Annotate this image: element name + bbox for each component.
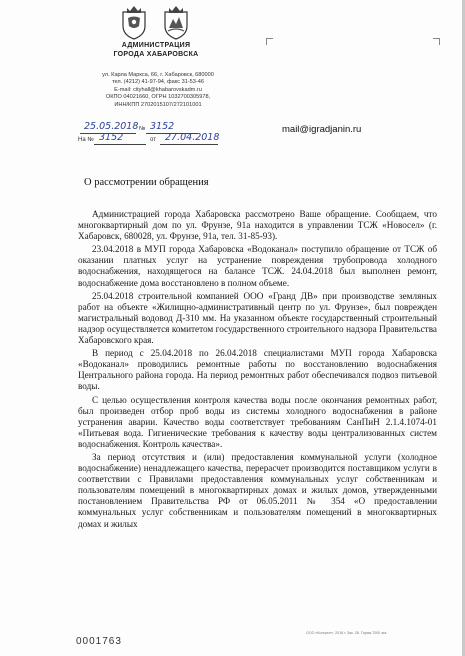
from-date-underline bbox=[160, 144, 218, 145]
contact-line: ИНН/КПП 2702015107/272101001 bbox=[114, 101, 202, 108]
recipient-email: mail@igradjanin.ru bbox=[282, 124, 362, 135]
contact-line: ул. Карла Маркса, 66, г. Хабаровск, 680000 bbox=[102, 72, 214, 78]
address-corner-top-right bbox=[433, 38, 440, 45]
registration-date: 25.05.2018 bbox=[84, 121, 139, 132]
organization-name bbox=[86, 42, 226, 59]
letter-subject: О рассмотрении обращения bbox=[84, 177, 209, 188]
contact-line: тел. (4212) 41-97-94, факс 31-53-46 bbox=[112, 79, 204, 86]
body-paragraph: В период с 25.04.2018 по 26.04.2018 специалистами МУП города Хабаровска «Водоканал» проводились ремонтные работы по восстановлению водоснабжения Центрального района города. На период ремонтных работ обеспечивался подвоз питьевой воды. bbox=[78, 348, 437, 392]
printer-imprint: ООО «Колорит», 2018 г. Зак. 28. Тираж 7000 экз. bbox=[306, 631, 388, 635]
contact-block bbox=[78, 72, 238, 109]
from-label: от bbox=[150, 137, 156, 143]
body-paragraph: 23.04.2018 в МУП города Хабаровска «Водоканал» поступило обращение от ТСЖ об оказании платных услуг на устранение повреждения трубопровода холодного водоснабжения, находящегося на балансе ТСЖ. 24.04.2018 был выполнен ремонт, водоснабжение дома восстановлено в полном объеме. bbox=[78, 244, 437, 288]
reply-date: 27.04.2018 bbox=[165, 132, 220, 143]
letter-body bbox=[78, 209, 437, 532]
body-paragraph: С целью осуществления контроля качества воды после окончания ремонтных работ, был произведен отбор проб воды из системы холодного водоснабжения в районе устранения аварии. Качество воды соответствует требованиям СанПиН 2.1.4.1074-01 «Питьевая вода. Гигиенические требования к качеству воды централизованных систем водоснабжения. Контроль качества». bbox=[78, 394, 437, 449]
org-line-1: АДМИНИСТРАЦИЯ bbox=[121, 42, 191, 49]
serial-number: 0001763 bbox=[76, 636, 122, 647]
number-sign: № bbox=[139, 126, 146, 132]
address-corner-top-left bbox=[266, 38, 273, 45]
org-line-2: ГОРОДА ХАБАРОВСКА bbox=[113, 50, 199, 58]
city-coat-of-arms-icon bbox=[119, 4, 149, 40]
registration-number: 3152 bbox=[150, 121, 175, 132]
contact-line: E-mail: cityhall@khabarovskadm.ru bbox=[114, 86, 202, 93]
reply-to-label: На № bbox=[78, 137, 94, 143]
reply-number-underline bbox=[94, 144, 146, 145]
emblems bbox=[117, 4, 195, 42]
body-paragraph: За период отсутствия и (или) предоставления коммунальной услуги (холодное водоснабжение) ненадлежащего качества, перерасчет производится поставщиком услуги в соответствии с Правилами предоставления коммунальных услуг собственникам и пользователям помещений в многоквартирных домах и жилых домов, утвержденными постановлением Правительства РФ от 06.05.2011 № 354 «О предоставлении коммунальных услуг собственникам и пользователям помещений в многоквартирных домах и жилых bbox=[78, 451, 437, 529]
body-paragraph: Администрацией города Хабаровска рассмотрено Ваше обращение. Сообщаем, что многоквартирный дом по ул. Фрунзе, 91а находится в управлении ТСЖ «Новосел» (г. Хабаровск, 680028, ул. Фрунзе, 91а, тел. 31-85-93). bbox=[78, 209, 437, 242]
contact-line: ОКПО 04021660, ОГРН 1032700305978, bbox=[105, 94, 211, 101]
region-coat-of-arms-icon bbox=[161, 4, 191, 40]
reply-number: 3152 bbox=[99, 132, 124, 143]
body-paragraph: 25.04.2018 строительной компанией ООО «Гранд ДВ» при производстве земляных работ на объекте «Жилищно-административный центр по ул. Фрунзе», был поврежден магистральный водовод Д-310 мм. На указанном объекте государственный строительный надзор осуществляется комитетом государственного строительного надзора Правительства Хабаровского края. bbox=[78, 290, 437, 346]
